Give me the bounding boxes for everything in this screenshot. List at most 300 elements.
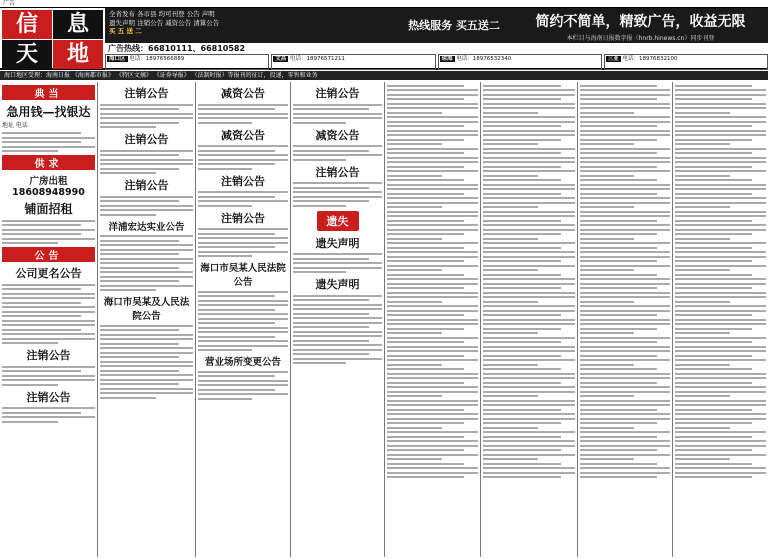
listing-line [387, 454, 478, 456]
listing-line [675, 238, 730, 240]
listing-line [675, 125, 752, 127]
listing-line [483, 368, 561, 370]
listing-line [675, 148, 766, 150]
section-header-notice: 公告 [2, 247, 95, 262]
notice-title: 注销公告 [221, 211, 265, 225]
notice-title: 注销公告 [124, 87, 169, 100]
listing-line [580, 341, 657, 343]
listing-line [675, 467, 766, 469]
masthead-logo [2, 10, 104, 70]
listing-line [675, 436, 752, 438]
listing-line [675, 413, 766, 415]
listing-line [483, 206, 538, 208]
branch-text: 电话：18976532340 [456, 56, 512, 62]
listing-line [580, 431, 670, 433]
listing-line [675, 179, 752, 181]
listing-line [675, 193, 752, 195]
listing-line [580, 148, 670, 150]
listing-line [483, 184, 575, 186]
branch-name: 琼海 [441, 56, 453, 62]
listing-line [580, 107, 670, 109]
listing-line [387, 143, 442, 145]
listing-line [580, 116, 670, 118]
listing-line [387, 206, 442, 208]
header-info-line: 全省发布 各市县 均可刊登 公告 声明 [109, 10, 215, 18]
listing-line [580, 427, 634, 429]
listing-line [580, 283, 670, 285]
listing-line [483, 463, 561, 465]
branch-text: 电话：18976566889 [129, 56, 185, 62]
listing-line [675, 404, 766, 406]
listing-line [483, 296, 575, 298]
listing-line [675, 215, 766, 217]
listing-line [483, 458, 538, 460]
pawn-ad-text: 地址 电话 [2, 122, 28, 129]
listing-line [387, 418, 478, 420]
listing-line [675, 278, 766, 280]
listing-line [675, 310, 766, 312]
listing-line [675, 247, 752, 249]
left-column [0, 82, 98, 557]
listing-line [483, 260, 561, 262]
listing-line [387, 314, 464, 316]
listing-line [483, 314, 561, 316]
listing-line [483, 134, 575, 136]
listing-line [580, 274, 657, 276]
listing-line [387, 247, 464, 249]
rent-ad-title: 广房出租18608948990 [12, 176, 85, 198]
listing-line [675, 319, 766, 321]
listing-line [483, 301, 538, 303]
listing-line [387, 161, 478, 163]
listing-line [580, 215, 670, 217]
listing-line [580, 359, 670, 361]
listing-line [675, 260, 752, 262]
listing-line [483, 224, 575, 226]
listing-line [580, 233, 657, 235]
branch-item [105, 54, 269, 70]
listing-line [483, 350, 575, 352]
listing-line [387, 103, 478, 105]
listing-line [580, 143, 634, 145]
top-strip: 广告 [0, 0, 768, 8]
notice-title: 注销公告 [124, 133, 169, 146]
listing-line [483, 472, 575, 474]
listing-line [580, 454, 670, 456]
listing-line [483, 215, 575, 217]
listing-line [675, 283, 766, 285]
listing-line [675, 364, 730, 366]
listing-line [387, 310, 478, 312]
listing-line [675, 440, 766, 442]
listing-line [675, 287, 752, 289]
listing-line [483, 355, 561, 357]
listing-line [483, 386, 575, 388]
column-3 [291, 82, 385, 557]
listing-line [387, 89, 478, 91]
listing-line [483, 98, 561, 100]
listing-line [580, 445, 670, 447]
listing-line [387, 476, 464, 478]
listing-line [483, 287, 561, 289]
listing-line [580, 242, 670, 244]
listing-line [387, 202, 478, 204]
listing-line [580, 463, 657, 465]
branch-item [438, 54, 602, 70]
listing-line [483, 125, 561, 127]
listing-line [580, 152, 657, 154]
listing-line [483, 431, 575, 433]
listing-line [675, 463, 752, 465]
listing-line [675, 292, 766, 294]
listing-line [580, 98, 657, 100]
listing-line [387, 98, 464, 100]
listing-line [580, 251, 670, 253]
listing-line [580, 202, 670, 204]
listing-line [580, 265, 670, 267]
listing-line [387, 386, 478, 388]
notice-title: 减资公告 [221, 87, 265, 100]
listing-line [675, 116, 766, 118]
listing-line [387, 283, 478, 285]
listing-line [580, 382, 657, 384]
header-info [105, 8, 395, 43]
listing-line [483, 359, 575, 361]
listing-line [580, 310, 670, 312]
listing-line [387, 121, 478, 123]
listing-line [387, 458, 442, 460]
listing-line [675, 166, 752, 168]
listing-line [387, 251, 478, 253]
listing-line [387, 130, 478, 132]
listing-line [580, 125, 657, 127]
listing-line [483, 445, 575, 447]
listing-line [483, 233, 561, 235]
listing-line [580, 269, 634, 271]
notice-title: 公司更名公告 [15, 267, 82, 280]
listing-line [580, 364, 634, 366]
listing-line [580, 166, 657, 168]
column-1 [98, 82, 196, 557]
listing-line [387, 274, 464, 276]
lost-label: 遗失 [317, 211, 359, 231]
listing-line [580, 220, 657, 222]
listing-line [675, 337, 766, 339]
listing-line [675, 202, 766, 204]
listing-line [580, 247, 657, 249]
listing-line [675, 458, 730, 460]
masthead [0, 8, 768, 70]
listing-line [483, 413, 575, 415]
lost-notice-title: 遗失声明 [315, 236, 360, 250]
listing-line [580, 206, 634, 208]
listing-line [675, 251, 766, 253]
listing-line [387, 391, 478, 393]
notice-title: 洋浦宏达实业公告 [108, 221, 185, 233]
listing-line [483, 229, 575, 231]
listing-line [675, 161, 766, 163]
listing-line [675, 188, 766, 190]
ad-hotline: 广告热线：66810111、66810582 [108, 44, 246, 53]
section-header-pawn: 典当 [2, 85, 95, 100]
listing-line [483, 143, 538, 145]
logo-char-4: 地 [53, 40, 103, 69]
listing-line [387, 436, 464, 438]
listing-line [580, 391, 670, 393]
listing-line [387, 440, 478, 442]
listing-line [483, 364, 538, 366]
listing-line [387, 256, 478, 258]
listing-line [387, 229, 478, 231]
listing-line [675, 305, 766, 307]
listing-line [580, 328, 657, 330]
listing-line [387, 224, 478, 226]
listing-line [580, 157, 670, 159]
listing-line [580, 287, 657, 289]
listing-line [483, 130, 575, 132]
listing-line [580, 292, 670, 294]
listing-line [387, 220, 464, 222]
listing-line [483, 404, 575, 406]
listing-line [675, 157, 766, 159]
listing-line [675, 242, 766, 244]
listing-line [483, 395, 538, 397]
listing-line [675, 107, 766, 109]
lost-section-header [293, 211, 382, 231]
listing-line [675, 449, 752, 451]
listing-line [675, 94, 766, 96]
listing-line [675, 445, 766, 447]
branch-text: 电话：18976571211 [290, 56, 346, 62]
listing-line [483, 409, 561, 411]
listing-line [580, 179, 657, 181]
listing-line [580, 170, 670, 172]
listing-line [580, 458, 634, 460]
listing-line [580, 211, 670, 213]
listing-line [483, 157, 575, 159]
listing-line [387, 368, 464, 370]
listing-line [580, 238, 634, 240]
listing-line [675, 229, 766, 231]
listing-line [387, 364, 442, 366]
listing-line [483, 427, 538, 429]
listing-line [675, 296, 766, 298]
listing-line [675, 85, 752, 87]
branch-list [105, 54, 768, 70]
listing-line [675, 391, 766, 393]
listing-line [387, 175, 442, 177]
listing-line [675, 395, 730, 397]
listing-line [483, 332, 538, 334]
listing-line [675, 89, 766, 91]
listing-line [675, 184, 766, 186]
listing-line [580, 260, 657, 262]
listing-line [483, 476, 561, 478]
notice-title: 营业场所变更公告 [204, 357, 281, 368]
listing-line [675, 359, 766, 361]
listing-line [675, 103, 766, 105]
listing-line [675, 314, 752, 316]
header-info-line: 遗失声明 注销公告 减资公告 清算公告 [109, 18, 220, 27]
listing-line [387, 116, 478, 118]
branch-text: 电话：18976832100 [622, 56, 678, 62]
listing-line [387, 382, 464, 384]
listing-line [675, 175, 730, 177]
listing-line [483, 382, 561, 384]
listing-line [580, 139, 657, 141]
listing-line [675, 454, 766, 456]
listing-line [483, 175, 538, 177]
listing-line [675, 211, 766, 213]
listing-line [580, 94, 670, 96]
listing-line [483, 436, 561, 438]
listing-line [483, 94, 575, 96]
listing-line [387, 125, 464, 127]
court-notice-title: 海口市吴某及人民法院公告 [103, 297, 190, 322]
logo-char-1: 信 [2, 10, 52, 39]
listing-line [483, 107, 575, 109]
listing-line [483, 148, 575, 150]
distribution-band: 海口地区受理：海南日报 《海南都市报》 《特区文摘》 《证券导报》 （法制时报）等报刊的征订，投递，零售和业务 [0, 71, 768, 80]
listing-line [675, 350, 766, 352]
listing-line [580, 377, 670, 379]
listing-line [387, 337, 478, 339]
listing-line [483, 377, 575, 379]
listing-line [580, 386, 670, 388]
listing-line [580, 395, 634, 397]
listing-line [580, 161, 670, 163]
listing-line [675, 143, 730, 145]
listing-line [675, 121, 766, 123]
listing-line [387, 305, 478, 307]
listing-line [675, 382, 752, 384]
listing-line [675, 301, 730, 303]
slogan-main: 简约不简单，精致广告，收益无限 [535, 14, 746, 30]
listing-line [580, 476, 657, 478]
listing-line [483, 116, 575, 118]
listing-line [483, 85, 561, 87]
listing-line [580, 301, 634, 303]
listing-line [675, 409, 752, 411]
listing-line [483, 89, 575, 91]
listing-line [387, 359, 478, 361]
listing-line [387, 170, 478, 172]
listing-line [580, 467, 670, 469]
listing-line [483, 418, 575, 420]
listing-line [387, 404, 478, 406]
listing-line [483, 440, 575, 442]
listing-line [387, 449, 464, 451]
logo-char-3: 天 [2, 40, 52, 69]
listing-line [387, 400, 478, 402]
listing-line [387, 193, 464, 195]
listing-line [580, 418, 670, 420]
listing-line [387, 467, 478, 469]
listing-line [483, 467, 575, 469]
listing-line [580, 134, 670, 136]
notice-title: 注销公告 [124, 179, 169, 192]
notice-title: 减资公告 [315, 128, 360, 142]
branch-item [271, 54, 435, 70]
listing-line [387, 296, 478, 298]
listing-line [387, 260, 464, 262]
listing-line [387, 215, 478, 217]
listing-line [483, 166, 561, 168]
listing-line [580, 400, 670, 402]
listing-line [387, 431, 478, 433]
listing-line [675, 472, 766, 474]
listing-line [483, 269, 538, 271]
listing-line [483, 328, 561, 330]
notice-title: 注销公告 [315, 87, 360, 100]
branch-name: 文昌 [275, 56, 287, 62]
court-notice-title: 海口市吴某人民法院公告 [200, 263, 286, 288]
header-promo: 买 五 送 二 [109, 27, 142, 35]
listing-line [387, 346, 478, 348]
listing-line [580, 404, 670, 406]
listing-line [387, 341, 464, 343]
listing-line [580, 422, 657, 424]
listing-line [675, 377, 766, 379]
column-7 [673, 82, 768, 557]
listing-line [580, 130, 670, 132]
listing-line [483, 139, 561, 141]
listing-line [580, 413, 670, 415]
listing-line [580, 296, 670, 298]
listing-line [387, 355, 464, 357]
listing-line [675, 206, 730, 208]
listing-line [483, 256, 575, 258]
listing-line [483, 197, 575, 199]
column-5 [481, 82, 578, 557]
listing-line [675, 418, 766, 420]
listing-line [387, 463, 464, 465]
listing-line [483, 193, 561, 195]
listing-line [580, 121, 670, 123]
listing-line [675, 233, 752, 235]
listing-line [675, 220, 752, 222]
section-header-supply: 供求 [2, 155, 95, 170]
listing-line [580, 278, 670, 280]
listing-line [580, 229, 670, 231]
listing-line [675, 224, 766, 226]
listing-line [387, 265, 478, 267]
pawn-ad-title: 急用钱—找银达 [6, 105, 91, 119]
listing-line [483, 373, 575, 375]
column-2 [196, 82, 291, 557]
slogan-sub: 本栏目与海南日报数字报（hnrb.hinews.cn）同步刊登 [566, 35, 715, 42]
listing-line [387, 319, 478, 321]
listing-line [483, 391, 575, 393]
listing-line [483, 278, 575, 280]
listing-line [483, 400, 575, 402]
listing-line [387, 292, 478, 294]
listing-line [483, 337, 575, 339]
listing-line [483, 152, 561, 154]
listing-line [675, 328, 752, 330]
listing-line [580, 305, 670, 307]
listing-line [387, 395, 442, 397]
listing-line [580, 224, 670, 226]
listing-line [387, 157, 478, 159]
listing-line [483, 449, 561, 451]
listing-line [675, 152, 752, 154]
listing-line [580, 314, 657, 316]
listing-line [483, 202, 575, 204]
listing-line [675, 112, 730, 114]
listing-line [675, 373, 766, 375]
listing-line [387, 188, 478, 190]
